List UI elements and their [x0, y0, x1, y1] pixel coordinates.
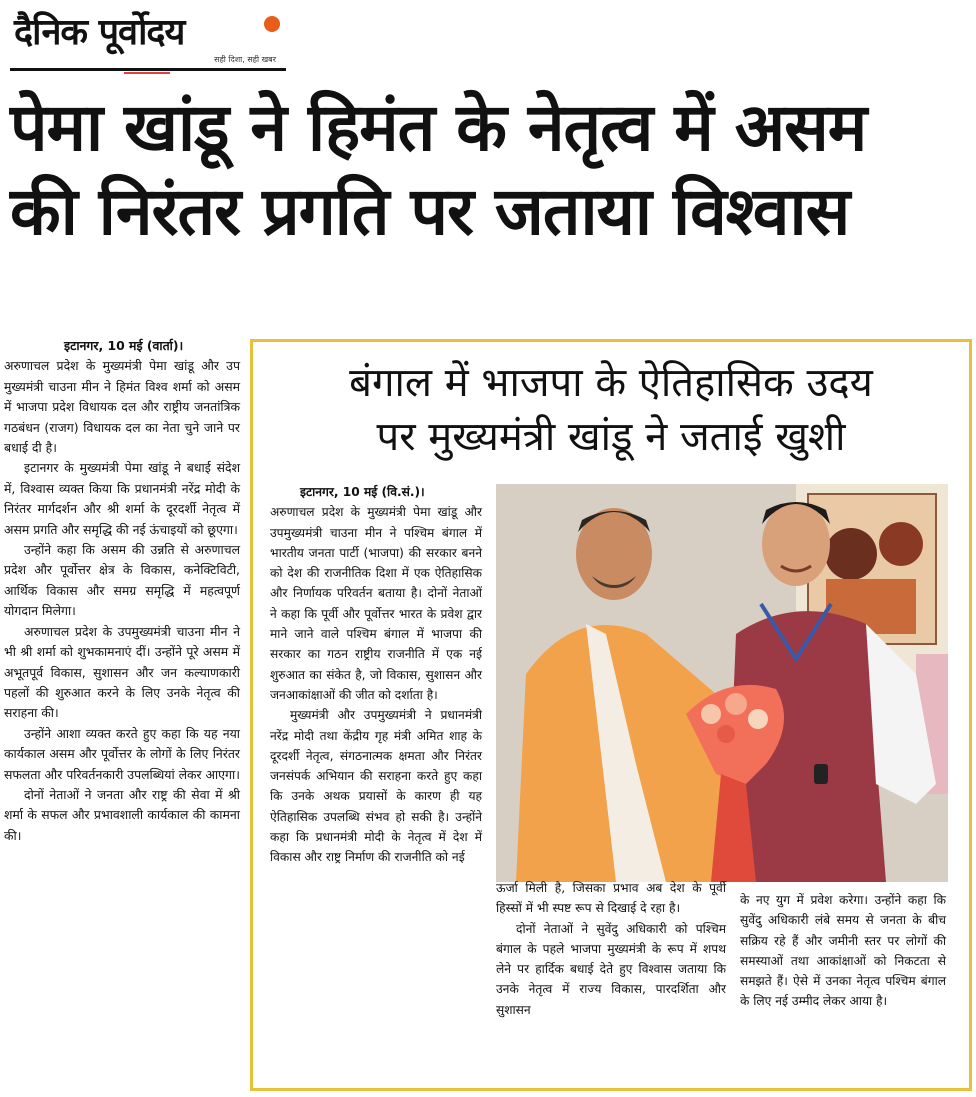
left-article-dateline: इटानगर, 10 मई (वार्ता)।	[64, 338, 184, 353]
boxed-story-heading	[253, 356, 969, 464]
headline-line-1: पेमा खांडू ने हिमंत के नेतृत्व में असम	[10, 89, 867, 166]
boxed-story-paragraph: के नए युग में प्रवेश करेगा। उन्होंने कहा कि सुवेंदु अधिकारी लंबे समय से जनता के बीच सक्रिय रहे हैं और जमीनी स्तर पर लोगों की समस्याओं तथा आकांक्षाओं को निकटता से समझते हैं। ऐसे में उनका नेतृत्व पश्चिम बंगाल के लिए नई उम्मीद लेकर आया है।	[740, 893, 946, 1009]
left-article-paragraph: अरुणाचल प्रदेश के मुख्यमंत्री पेमा खांडू और उप मुख्यमंत्री चाउना मीन ने हिमंत विश्व शर्मा को असम में भाजपा प्रदेश विधायक दल और राष्ट्रीय जनतांत्रिक गठबंधन (राजग) विधायक दल का नेता चुने जाने पर बधाई दी है।	[4, 358, 240, 456]
headline-line-2: की निरंतर प्रगति पर जताया विश्वास	[10, 173, 850, 250]
newspaper-tagline: सही दिशा, सही खबर	[214, 55, 276, 64]
newspaper-name: दैनिक पूर्वोदय	[14, 12, 185, 53]
boxed-story-column-2	[496, 878, 726, 1020]
masthead	[10, 6, 286, 72]
news-photo	[496, 484, 948, 882]
boxed-story-column-1	[270, 482, 482, 868]
masthead-subrule	[124, 72, 170, 74]
boxed-story-paragraph: दोनों नेताओं ने सुवेंदु अधिकारी को पश्चिम बंगाल के पहले भाजपा मुख्यमंत्री के रूप में शपथ लेने पर हार्दिक बधाई देते हुए विश्वास जताया कि उनके नेतृत्व में राज्य विकास, पारदर्शिता और सुशासन	[496, 921, 726, 1017]
boxed-story-paragraph: ऊर्जा मिली है, जिसका प्रभाव अब देश के पूर्वी हिस्सों में भी स्पष्ट रूप से दिखाई दे रहा है।	[496, 881, 726, 916]
masthead-rule	[10, 68, 286, 71]
boxed-story-column-3	[740, 890, 946, 1012]
boxed-story-dateline: इटानगर, 10 मई (वि.सं.)।	[300, 485, 425, 499]
main-headline	[10, 86, 966, 254]
masthead-logo-dot	[264, 16, 280, 32]
left-article-paragraph: दोनों नेताओं ने जनता और राष्ट्र की सेवा में श्री शर्मा के सफल और प्रभावशाली कार्यकाल की कामना की।	[4, 786, 240, 843]
left-article	[4, 336, 240, 846]
photo-illustration	[496, 484, 948, 882]
left-article-paragraph: इटानगर के मुख्यमंत्री पेमा खांडू ने बधाई संदेश में, विश्वास व्यक्त किया कि प्रधानमंत्री नरेंद्र मोदी के निरंतर मार्गदर्शन और श्री शर्मा के दूरदर्शी नेतृत्व में असम प्रगति और समृद्धि की नई ऊंचाइयों को छूएगा।	[4, 460, 240, 537]
left-article-paragraph: अरुणाचल प्रदेश के उपमुख्यमंत्री चाउना मीन ने भी श्री शर्मा को शुभकामनाएं दीं। उन्होंने पूरे असम में अभूतपूर्व विकास, सुशासन और जन कल्याणकारी पहलों की शुरुआत करने के लिए उनके नेतृत्व की सराहना की।	[4, 623, 240, 721]
left-article-paragraph: उन्होंने कहा कि असम की उन्नति से अरुणाचल प्रदेश और पूर्वोत्तर क्षेत्र के विकास, कनेक्टिविटी, आर्थिक विकास और समग्र समृद्धि में महत्वपूर्ण योगदान मिलेगा।	[4, 542, 240, 619]
boxed-story-paragraph: मुख्यमंत्री और उपमुख्यमंत्री ने प्रधानमंत्री नरेंद्र मोदी तथा केंद्रीय गृह मंत्री अमित शाह के दूरदर्शी नेतृत्व, संगठनात्मक क्षमता और निरंतर जनसंपर्क अभियान की सराहना करते हुए कहा कि उनके अथक प्रयासों के कारण ही यह ऐतिहासिक उपलब्धि संभव हो सकी है। उन्होंने कहा कि प्रधानमंत्री मोदी के नेतृत्व में देश में विकास और राष्ट्र निर्माण की राजनीति को नई	[270, 708, 482, 865]
boxed-story-paragraph: अरुणाचल प्रदेश के मुख्यमंत्री पेमा खांडू और उपमुख्यमंत्री चाउना मीन ने पश्चिम बंगाल में भारतीय जनता पार्टी (भाजपा) की सरकार बनने को देश की राजनीतिक दिशा में एक ऐतिहासिक और निर्णायक परिवर्तन बताया है। दोनों नेताओं ने कहा कि पूर्वी और पूर्वोत्तर भारत के प्रवेश द्वार माने जाने वाले पश्चिम बंगाल में भाजपा की सरकार का गठन राष्ट्रीय राजनीति में एक नई शुरुआत का संकेत है, जो विकास, सुशासन और जनआकांक्षाओं की जीत को दर्शाता है।	[270, 505, 482, 702]
boxed-heading-line-1: बंगाल में भाजपा के ऐतिहासिक उदय	[349, 360, 873, 406]
boxed-heading-line-2: पर मुख्यमंत्री खांडू ने जताई खुशी	[376, 414, 846, 460]
left-article-paragraph: उन्होंने आशा व्यक्त करते हुए कहा कि यह नया कार्यकाल असम और पूर्वोत्तर के लोगों के लिए निरंतर सफलता और परिवर्तनकारी उपलब्धियां लेकर आएगा।	[4, 725, 240, 782]
